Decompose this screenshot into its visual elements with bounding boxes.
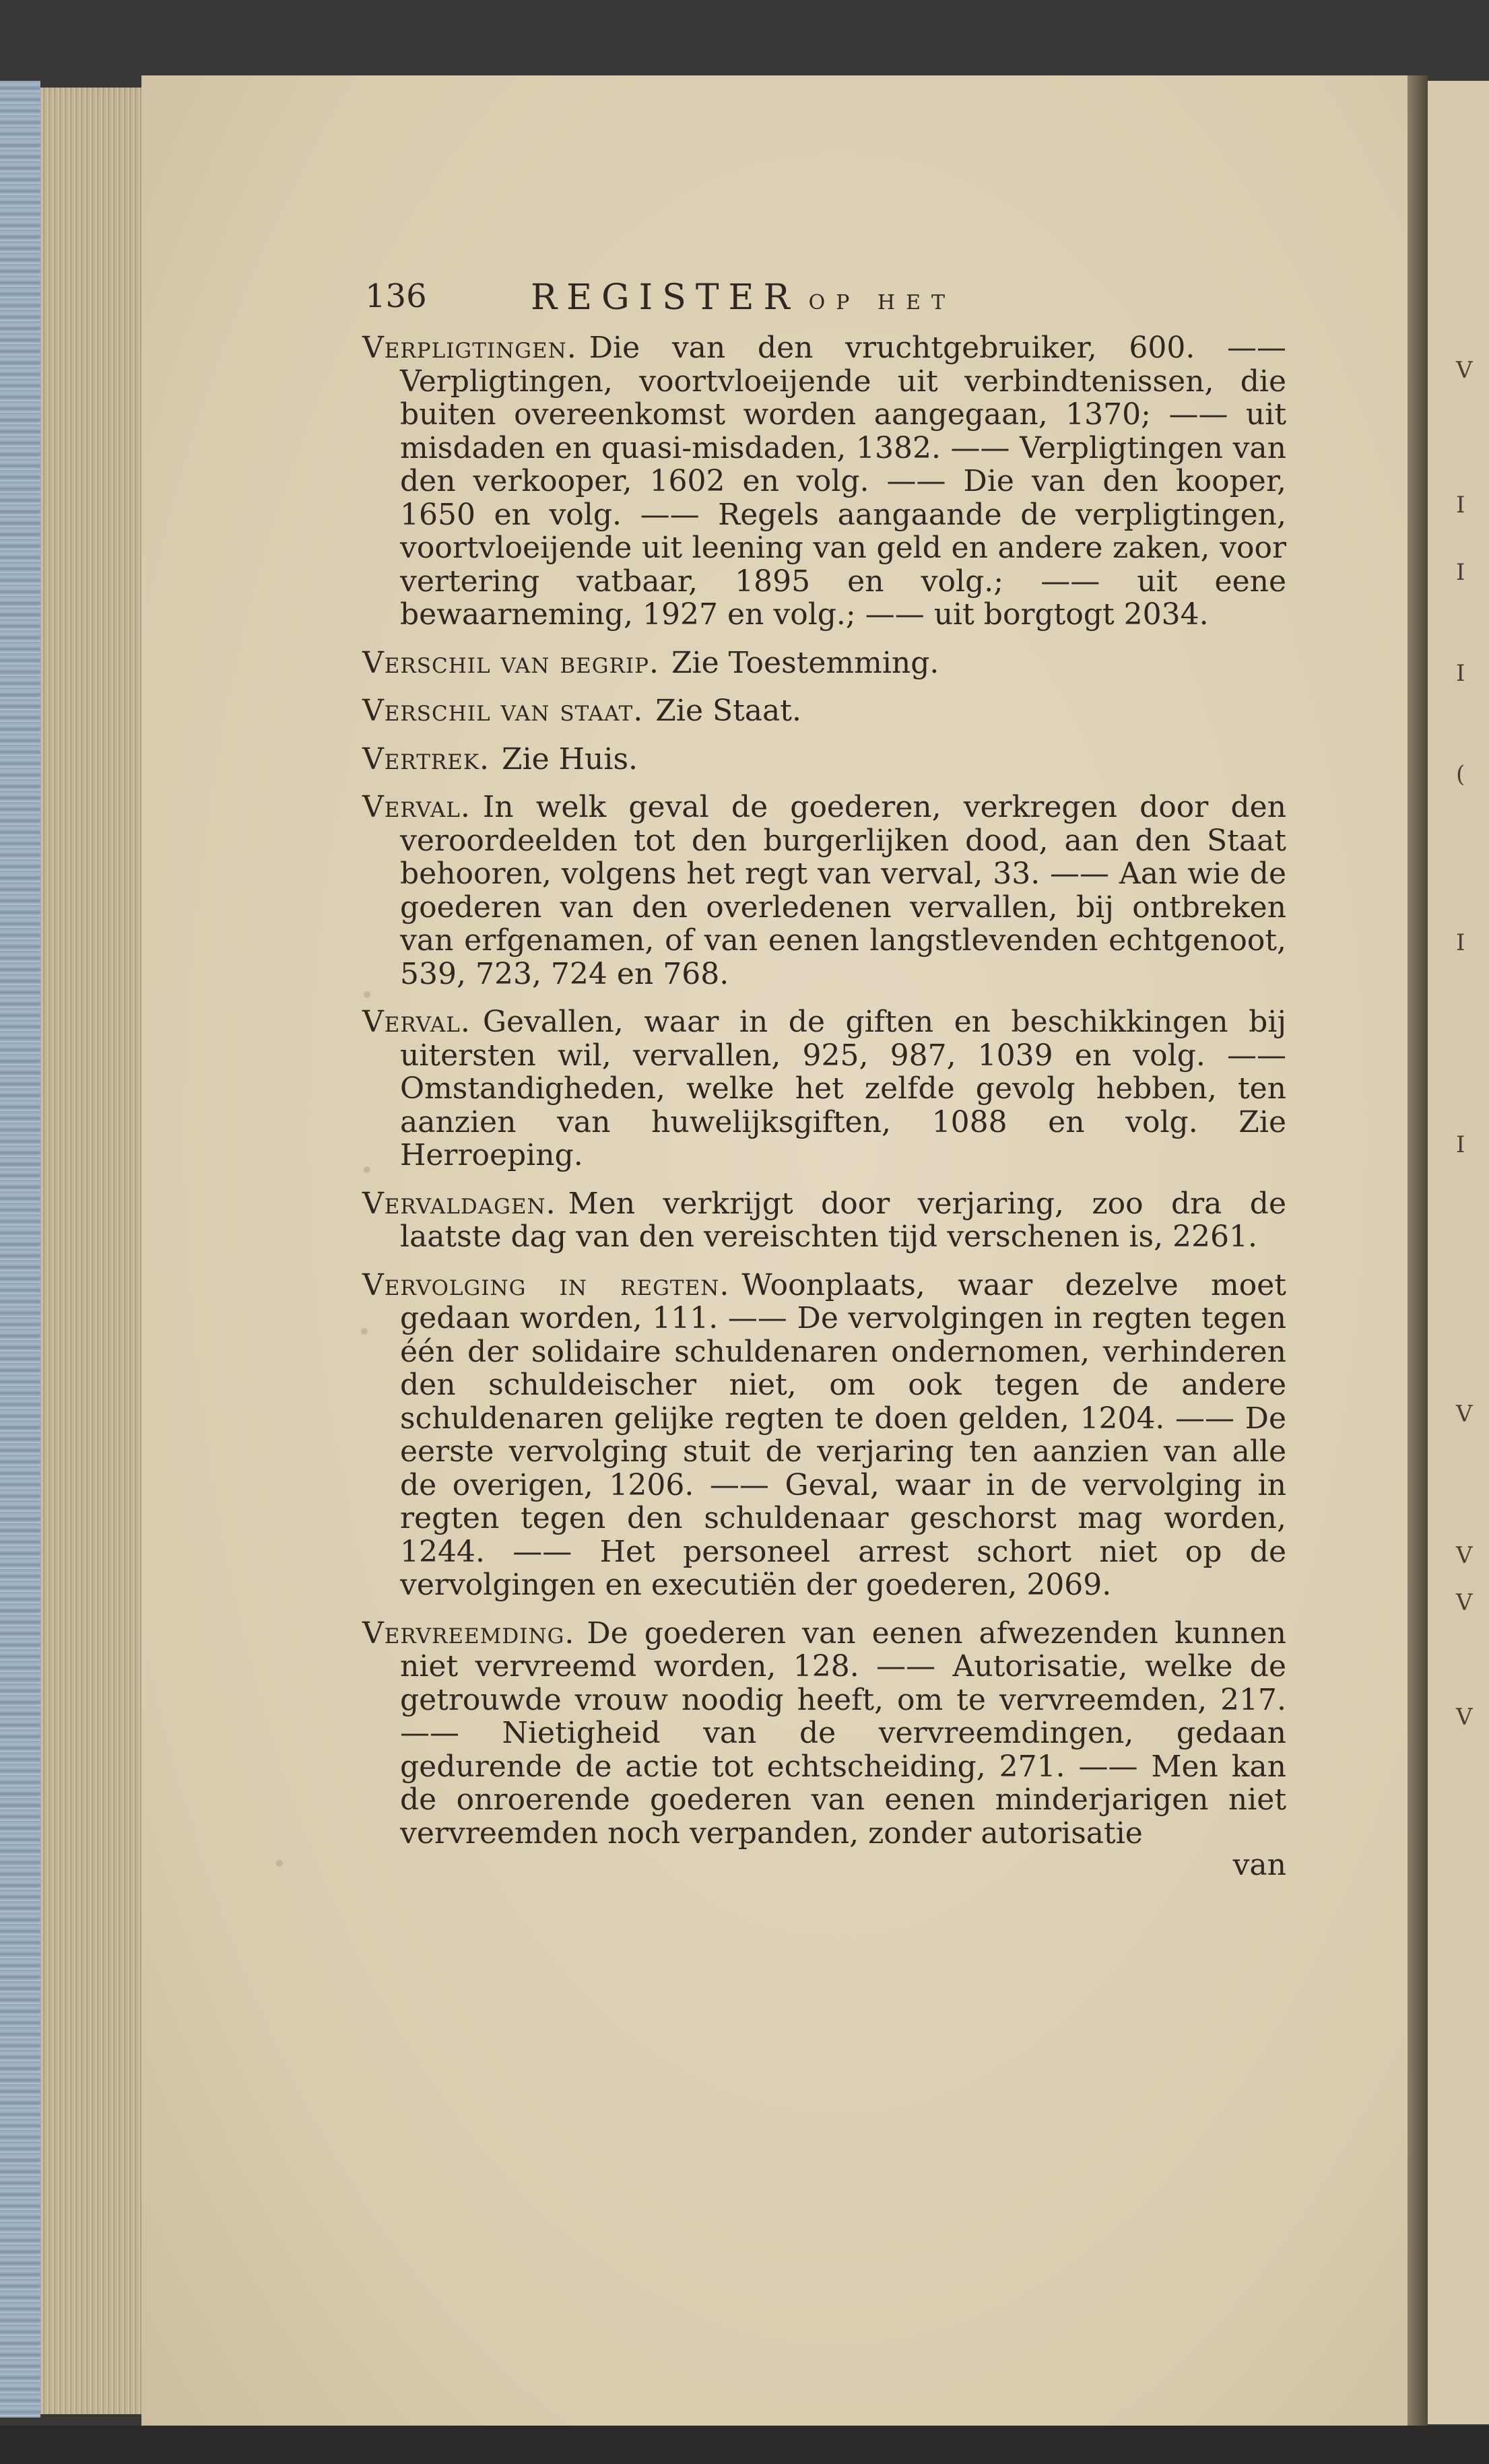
entry-head: Vertrek. [362, 741, 490, 776]
register-entry [362, 646, 1286, 680]
entry-head: Verschil van staat. [362, 694, 644, 728]
next-page-fragment: I [1456, 492, 1465, 519]
background-band [0, 2426, 1489, 2464]
entry-head: Vervreemding. [362, 1616, 575, 1651]
running-header [362, 277, 1286, 331]
page-number: 136 [365, 277, 427, 315]
register-entry [362, 1005, 1286, 1172]
next-page-fragment: V [1456, 357, 1473, 384]
entry-head: Verschil van begrip. [362, 645, 659, 680]
catchword: van [1232, 1848, 1286, 1882]
entry-text: Zie Toestemming. [671, 645, 939, 680]
page-content [362, 277, 1286, 1882]
next-page-fragment: V [1456, 1401, 1473, 1428]
entry-head: Vervolging in regten. [362, 1267, 730, 1302]
entry-text: De goederen van eenen afwezenden kunnen niet vervreemd worden, 128. —— Autorisatie, welke de getrouwde vrouw noodig heeft, om te vervreemden, 217. —— Nietigheid van de vervreemdingen, gedaan gedurende de actie tot echtscheiding, 271. —— Men kan de onroerende goederen van eenen minderjarigen niet vervreemden noch verpanden, zonder autorisatie [400, 1616, 1286, 1851]
register-entry [362, 791, 1286, 991]
register-entry [362, 1617, 1286, 1851]
entry-text: Zie Staat. [655, 694, 801, 728]
register-entry [362, 694, 1286, 728]
next-page-fragment: V [1456, 1542, 1473, 1569]
running-title-suffix: OP HET [808, 291, 956, 314]
next-page-fragment: V [1456, 1704, 1473, 1731]
entry-text: Die van den vruchtgebruiker, 600. —— Verpligtingen, voortvloeijende uit verbindtenissen, die buiten overeenkomst worden aangegaan, 1370; —— uit misdaden en quasi-misdaden, 1382. —— Verpligtingen van den verkooper, 1602 en volg. —— Die van den kooper, 1650 en volg. —— Regels aangaande de verpligtingen, voortvloeijende uit leening van geld en andere zaken, voor vertering vatbaar, 1895 en volg.; —— uit eene bewaarneming, 1927 en volg.; —— uit borgtogt 2034. [400, 331, 1286, 632]
entry-head: Vervaldagen. [362, 1186, 556, 1221]
entry-head: Verpligtingen. [362, 331, 577, 365]
next-page-fragment: I [1456, 929, 1465, 956]
entry-text: Men verkrijgt door verjaring, zoo dra de laatste dag van den vereischten tijd verschenen is, 2261. [400, 1186, 1286, 1254]
entry-head: Verval. [362, 1005, 471, 1039]
next-page-fragment: I [1456, 1131, 1465, 1158]
page-gutter [1408, 75, 1428, 2426]
next-page-fragment: V [1456, 1589, 1473, 1616]
entry-text: Gevallen, waar in de giften en beschikkingen bij uitersten wil, vervallen, 925, 987, 1039 en volg. —— Omstandigheden, welke het zelfde gevolg hebben, ten aanzien van huwelijksgiften, 1088 en volg. Zie Herroeping. [400, 1005, 1286, 1172]
entry-head: Verval. [362, 790, 471, 824]
next-page-fragment: I [1456, 660, 1465, 687]
adjacent-page-edge [1428, 81, 1489, 2424]
page-block-edges [40, 88, 141, 2414]
running-title [531, 277, 956, 318]
register-entry [362, 1187, 1286, 1254]
register-entry [362, 743, 1286, 776]
next-page-fragment: I [1456, 559, 1465, 586]
register-entry [362, 1269, 1286, 1602]
entry-text: In welk geval de goederen, verkregen door den veroordeelden tot den burgerlijken dood, aan den Staat behooren, volgens het regt van verval, 33. —— Aan wie de goederen van den overledenen vervallen, bij ontbreken van erfgenamen, of van eenen langstlevenden echtgenoot, 539, 723, 724 en 768. [400, 790, 1286, 991]
running-title-main: REGISTER [531, 277, 799, 318]
next-page-fragment: ( [1456, 761, 1465, 788]
book-cover-edge [0, 81, 40, 2418]
entry-text: Zie Huis. [502, 741, 638, 776]
entry-text: Woonplaats, waar dezelve moet gedaan worden, 111. —— De vervolgingen in regten tegen één der solidaire schuldenaren ondernomen, verhinderen den schuldeischer niet, om ook tegen de andere schuldenaren gelijke regten te doen gelden, 1204. —— De eerste vervolging stuit de verjaring ten aanzien van alle de overigen, 1206. —— Geval, waar in de vervolging in regten tegen den schuldenaar geschorst mag worden, 1244. —— Het personeel arrest schort niet op de vervolgingen en executiën der goederen, 2069. [400, 1267, 1286, 1602]
register-entry [362, 331, 1286, 632]
